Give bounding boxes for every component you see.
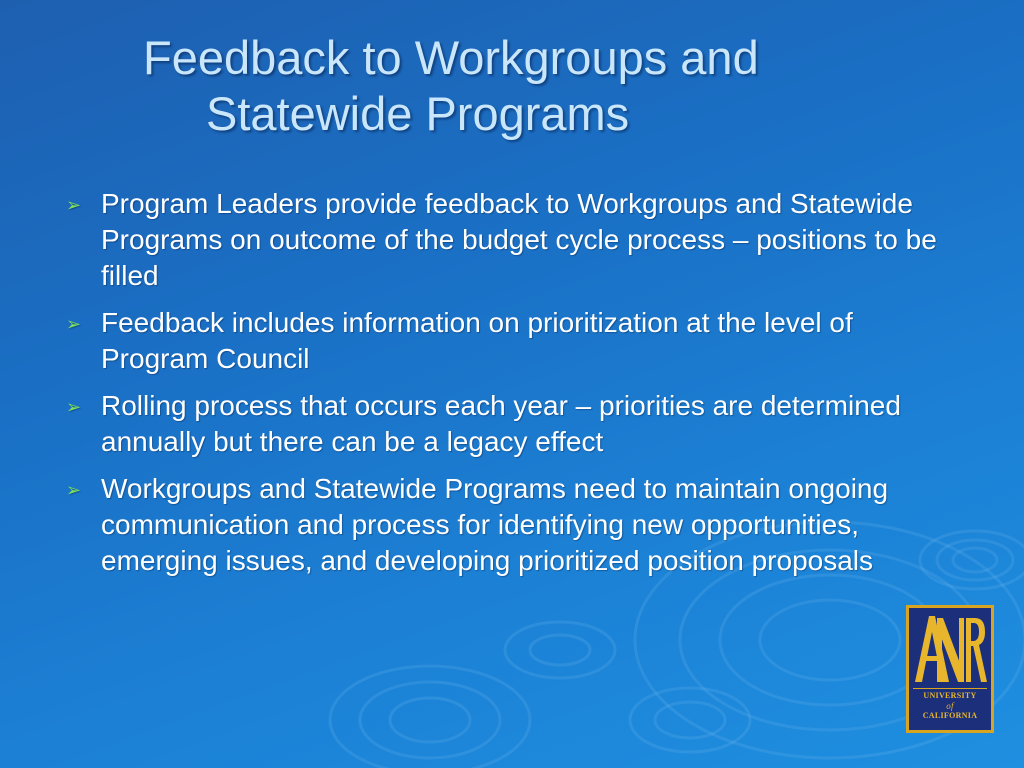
logo-california-text: CALIFORNIA [922,711,978,720]
slide-title-line-1: Feedback to Workgroups and [143,31,759,84]
bullet-item [66,186,956,294]
bullet-item [66,471,956,579]
arrow-bullet-icon: ➢ [66,314,82,334]
anr-uc-logo [906,605,994,733]
arrow-bullet-icon: ➢ [66,480,82,500]
bullet-item [66,388,956,460]
logo-university-text: UNIVERSITY [923,691,977,700]
bullet-item [66,305,956,377]
arrow-bullet-icon: ➢ [66,195,82,215]
bullet-text: Workgroups and Statewide Programs need to maintain ongoing communication and process for identifying new opportunities, emerging issues, and developing prioritized position proposals [101,473,889,576]
bullet-text: Feedback includes information on prioritization at the level of Program Council [101,307,853,374]
anr-monogram-icon [913,612,987,684]
logo-text [913,688,987,721]
logo-of-text: of [946,701,954,711]
bullet-text: Rolling process that occurs each year – priorities are determined annually but there can be a legacy effect [101,390,901,457]
slide-title-line-2: Statewide Programs [206,87,630,140]
slide-title [0,30,1024,142]
bullet-list [66,186,956,590]
arrow-bullet-icon: ➢ [66,397,82,417]
bullet-text: Program Leaders provide feedback to Workgroups and Statewide Programs on outcome of the budget cycle process – positions to be filled [101,188,937,291]
